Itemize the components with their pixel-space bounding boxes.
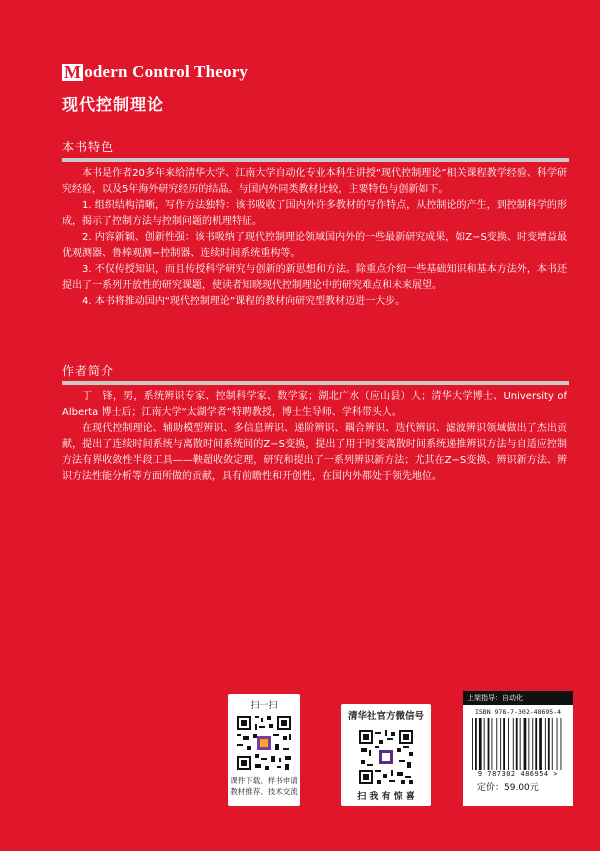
qr-title: 清华社官方微信号 [347, 711, 424, 722]
features-divider [62, 158, 569, 162]
title-chinese: 现代控制理论 [62, 95, 165, 114]
qr-card-wechat [341, 704, 431, 806]
author-paragraph: 在现代控制理论、辅助模型辨识、多信息辨识、递阶辨识、耦合辨识、迭代辨识、滤波辨识领域做出了杰出贡献，提出了连续时间系统与离散时间系统间的Z−S变换，提出了用于时变离散时间系统递推辨识方法与自适应控制方法有界收敛性半段工具——鞅超收敛定理，研究和提出了一系列辨识新方法；尤其在Z−S变换、辨识新方法、辨识方法性能分析等方面所做的贡献，具有前瞻性和开创性，在国内外都处于领先地位。 [62, 423, 567, 482]
barcode-icon [470, 718, 566, 770]
qr-code-icon[interactable] [357, 728, 415, 786]
qr-caption: 扫 我 有 惊 喜 [357, 792, 415, 802]
title-english-initial: M [64, 61, 82, 82]
qr-code-icon[interactable] [235, 714, 293, 772]
title-english-rest: odern Control Theory [84, 62, 249, 81]
features-paragraph: 4. 本书将推动国内“现代控制理论”课程的教材向研究型教材迈进一大步。 [82, 296, 406, 307]
barcode-digits: 9 787302 486954 > [477, 770, 559, 778]
qr-card-courseware [228, 694, 300, 806]
qr-caption-line: 教材推荐、技术交流 [230, 787, 298, 796]
author-body [62, 389, 567, 485]
qr-caption-line: 课件下载、样书申请 [230, 776, 298, 785]
author-divider [62, 381, 569, 385]
qr-title: 扫一扫 [250, 701, 278, 711]
price: 定价：59.00元 [477, 783, 539, 793]
shelving-category: 上架指导：自动化 [463, 691, 573, 705]
features-paragraph: 2. 内容新颖、创新性强：该书吸纳了现代控制理论领域国内外的一些最新研究成果，如Z−S变换、时变增益最优观测器、鲁棒观测−控制器、连续时间系统重构等。 [62, 232, 567, 259]
features-heading: 本书特色 [62, 140, 115, 154]
author-heading: 作者简介 [62, 364, 115, 378]
features-paragraph: 1. 组织结构清晰，写作方法独特：该书吸收了国内外许多教材的写作特点，从控制论的产生，到控制科学的形成，揭示了控制方法与控制问题的机理特征。 [62, 200, 567, 227]
features-paragraph: 3. 不仅传授知识，而且传授科学研究与创新的新思想和方法。除重点介绍一些基础知识和基本方法外，本书还提出了一系列开放性的研究课题，使读者知晓现代控制理论中的研究难点和未来展望。 [62, 264, 567, 291]
features-body [62, 166, 567, 310]
author-paragraph: 丁 锋，男，系统辨识专家、控制科学家、数学家；湖北广水（应山县）人；清华大学博士、University of Alberta 博士后；江南大学“太湖学者”特聘教授，博士生导师、学科带头人。 [62, 391, 567, 418]
isbn-text: ISBN 978-7-302-48695-4 [474, 708, 562, 716]
barcode-card [463, 691, 573, 806]
features-paragraph: 本书是作者20多年来给清华大学、江南大学自动化专业本科生讲授“现代控制理论”相关课程教学经验、科学研究经验，以及5年海外研究经历的结晶。与国内外同类教材比较，主要特色与创新如下。 [62, 168, 567, 195]
title-english [62, 62, 248, 82]
